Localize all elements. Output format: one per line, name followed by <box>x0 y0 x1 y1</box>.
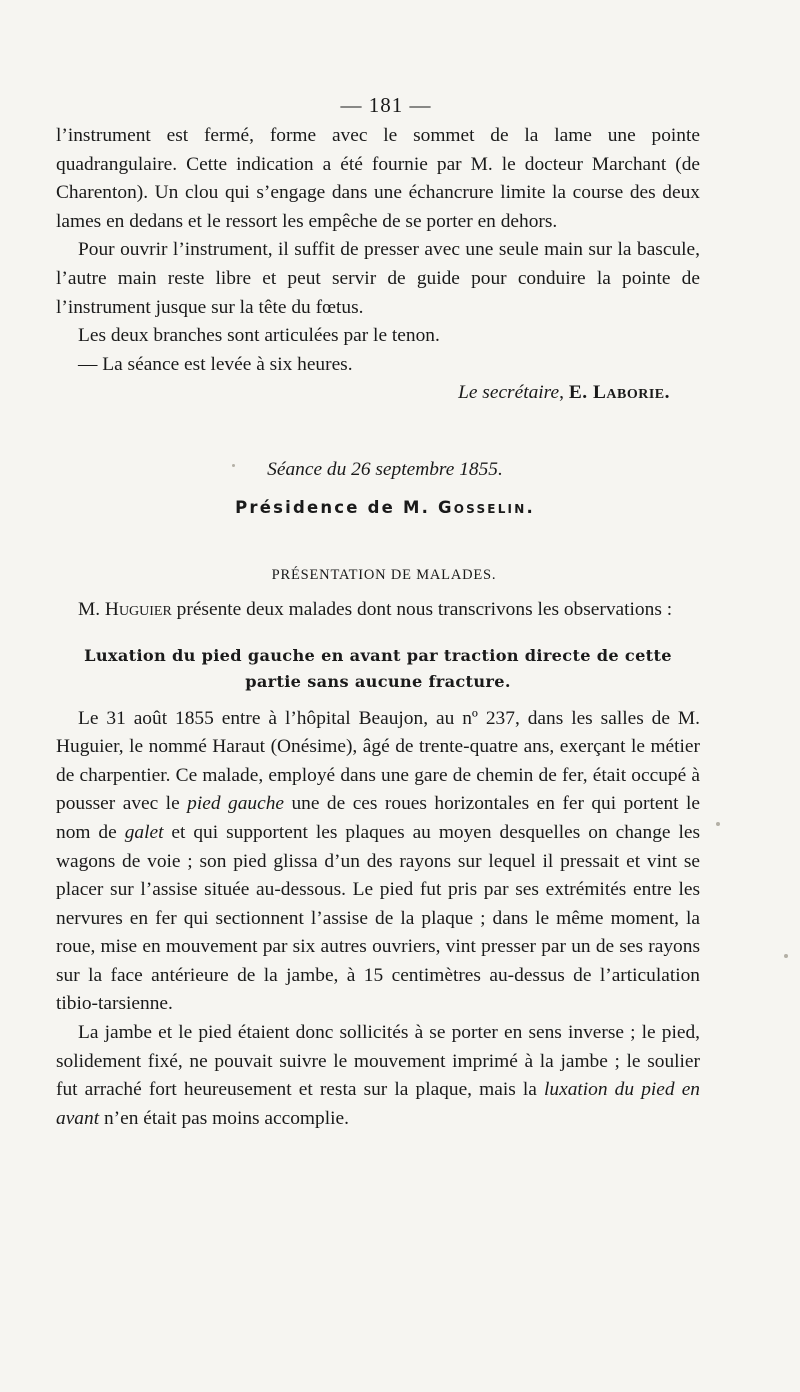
session-date: 26 septembre 1855. <box>351 458 503 480</box>
scan-speck <box>784 954 788 958</box>
signature <box>56 379 700 408</box>
intro-speaker: M. Huguier <box>78 598 172 620</box>
scan-speck <box>232 464 235 467</box>
case-title <box>56 643 700 695</box>
case-text-c: et qui supportent les plaques au moyen desquelles on change les wagons de voie ; son pied glissa d’un des rayons sur lequel il pressait et vint se placer sur l’assise située au-dessous. Le pied fut pris par ses extrémités entre les nervures en fer qui sectionnent l’assise de la plaque ; dans le même moment, la roue, mise en mouvement par six autres ouvriers, vint presser par un de ses rayons sur la face antérieure de la jambe, à 15 centimètres au-dessus de l’articulation tibio-tarsienne. <box>56 821 700 1015</box>
case-title-line2: partie sans aucune fracture. <box>245 671 511 691</box>
signature-role: Le secrétaire <box>458 382 560 404</box>
paragraph-instrument-usage: Pour ouvrir l’instrument, il suffit de presser avec une seule main sur la bascule, l’autre main reste libre et peut servir de guide pour conduire la pointe de l’instrument jusque sur la tête du fœtus. <box>56 239 700 318</box>
case-emphasis-galet: galet <box>124 821 164 843</box>
scan-speck <box>716 822 720 826</box>
case-mechanism-text-b: n’en était pas moins accomplie. <box>99 1107 349 1129</box>
session-title <box>56 456 700 484</box>
document-page <box>56 88 700 1133</box>
signature-separator: , <box>559 382 564 404</box>
session-presidence <box>56 494 700 522</box>
signature-name: E. Laborie. <box>568 382 670 404</box>
paragraph-instrument-description: l’instrument est fermé, forme avec le sommet de la lame une pointe quadrangulaire. Cette indication a été fournie par M. le docteur Marchant (de Charenton). Un clou qui s’engage dans une échancrure limite la course des deux lames en dedans et le ressort les empêche de se porter en dehors. <box>56 125 700 232</box>
case-text-b: une de ces roues horizontales en fer qui portent le nom de <box>56 793 700 843</box>
paragraph-branches: Les deux branches sont articulées par le tenon. <box>78 325 440 347</box>
paragraph-case-mechanism <box>56 1019 700 1133</box>
page-number: — 181 — <box>340 93 432 117</box>
presidence-name: M. Gosselin. <box>402 497 535 517</box>
paragraph-section-intro <box>56 596 700 625</box>
section-heading: PRÉSENTATION DE MALADES. <box>271 566 497 583</box>
case-title-line1: Luxation du pied gauche en avant par traction directe de cette <box>84 645 672 665</box>
case-mechanism-text-a: La jambe et le pied étaient donc sollicités à se porter en sens inverse ; le pied, solidement fixé, ne pouvait suivre le mouvement imprimé à la jambe ; le soulier fut arraché fort heureusement et resta sur la plaque, mais la <box>56 1022 700 1101</box>
case-text-a: Le 31 août 1855 entre à l’hôpital Beaujon, au nº 237, dans les salles de M. Huguier, le nommé Haraut (Onésime), âgé de trente-quatre ans, exerçant le métier de charpentier. Ce malade, employé dans une gare de chemin de fer, était occupé à pousser avec le <box>56 707 700 815</box>
case-emphasis-luxation: luxation du pied en avant <box>56 1079 700 1129</box>
paragraph-case-history <box>56 705 700 1020</box>
session-title-prefix: Séance du <box>267 458 352 480</box>
paragraph-session-closed: — La séance est levée à six heures. <box>78 353 353 375</box>
case-emphasis-pied-gauche: pied gauche <box>187 793 284 815</box>
intro-text: présente deux malades dont nous transcrivons les observations : <box>171 598 673 620</box>
presidence-prefix: Présidence de <box>235 497 403 517</box>
